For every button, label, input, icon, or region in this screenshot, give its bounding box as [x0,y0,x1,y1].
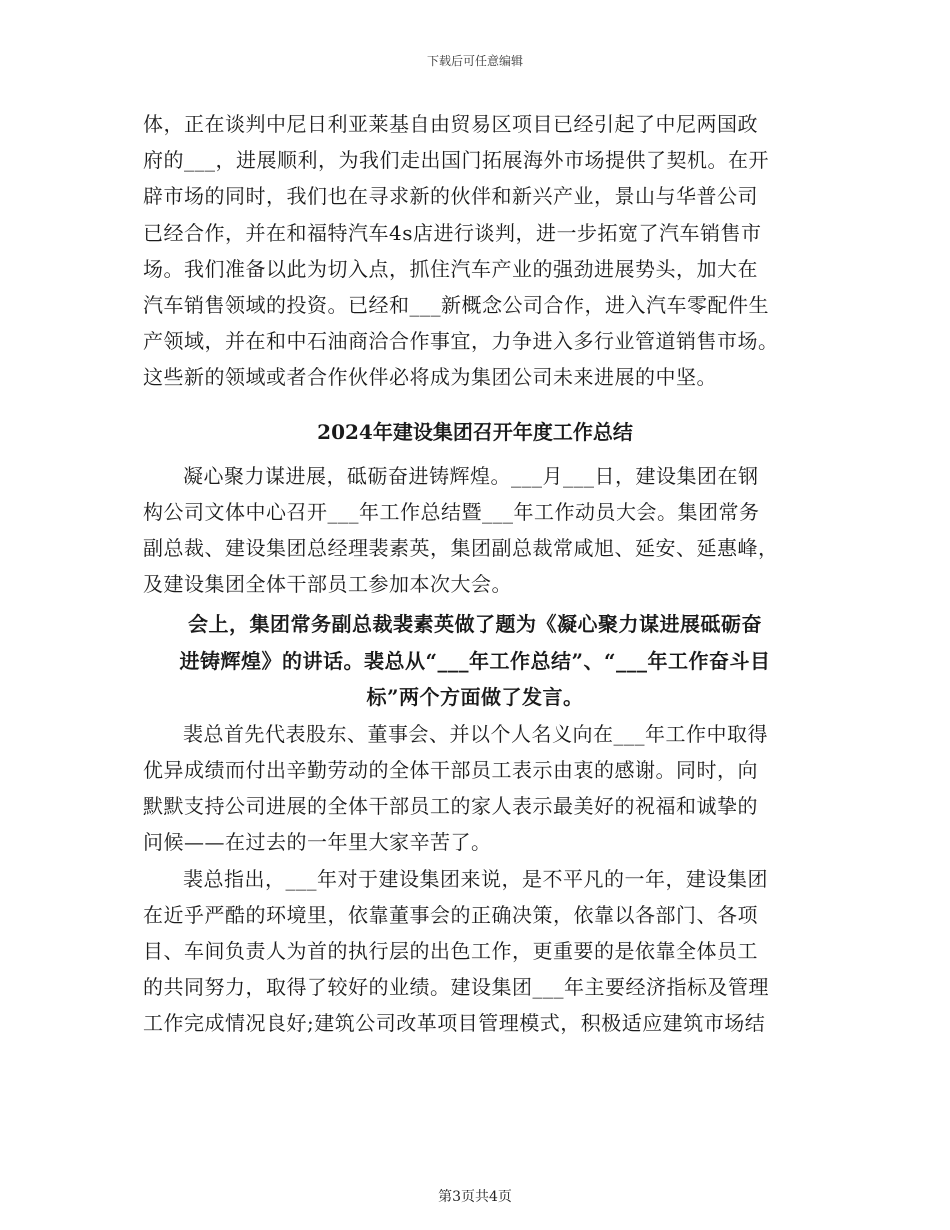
text-line: 及建设集团全体干部员工参加本次大会。 [143,572,512,597]
text-line: 体，正在谈判中尼日利亚莱基自由贸易区项目已经引起了中尼两国政 [143,112,758,136]
text-line: 默默支持公司进展的全体干部员工的家人表示最美好的祝福和诚挚的 [143,794,758,819]
text-line: 这些新的领域或者合作伙伴必将成为集团公司未来进展的中坚。 [143,365,717,390]
text-line: 已经合作，并在和福特汽车4s店进行谈判，进一步拓宽了汽车销售市 [143,220,762,245]
text-line: 辟市场的同时，我们也在寻求新的伙伴和新兴产业，景山与华普公司 [143,184,758,209]
text-line: 工作完成情况良好;建筑公司改革项目管理模式，积极适应建筑市场结 [143,1011,766,1036]
bold-text-line: 标”两个方面做了发言。 [366,685,584,710]
section-title: 2024年建设集团召开年度工作总结 [317,419,633,444]
text-line: 构公司文体中心召开___年工作总结暨___年工作动员大会。集团常务 [143,499,760,524]
text-line: 场。我们准备以此为切入点，抓住汽车产业的强劲进展势头，加大在 [143,256,758,281]
page-footer: 第3页共4页 [438,1189,512,1205]
page-header: 下载后可任意编辑 [426,54,523,68]
text-line: 在近乎严酷的环境里，依靠董事会的正确决策，依靠以各部门、各项 [143,902,758,927]
text-line: 裴总指出，___年对于建设集团来说，是不平凡的一年，建设集团 [183,866,768,891]
bold-text-line: 进铸辉煌》的讲话。裴总从“___年工作总结”、“___年工作奋斗目 [179,648,771,673]
text-line: 汽车销售领域的投资。已经和___新概念公司合作，进入汽车零配件生 [143,292,769,317]
paragraph-thanks [143,716,807,861]
intro-paragraph [143,106,807,396]
text-line: 产领域，并在和中石油商洽合作事宜，力争进入多行业管道销售市场。 [143,329,779,354]
paragraph-meeting-intro [143,458,807,603]
bold-text-line: 会上，集团常务副总裁裴素英做了题为《凝心聚力谋进展砥砺奋 [188,612,762,637]
text-line: 府的___，进展顺利，为我们走出国门拓展海外市场提供了契机。在开 [143,148,769,173]
text-line: 优异成绩而付出辛勤劳动的全体干部员工表示由衷的感谢。同时，向 [143,757,758,782]
text-line: 凝心聚力谋进展，砥砺奋进铸辉煌。___月___日，建设集团在钢 [183,463,759,488]
paragraph-review [143,861,807,1042]
document-body [143,106,807,1041]
text-line: 副总裁、建设集团总经理裴素英，集团副总裁常咸旭、延安、延惠峰， [143,535,779,560]
text-line: 的共同努力，取得了较好的业绩。建设集团___年主要经济指标及管理 [143,975,769,1000]
text-line: 裴总首先代表股东、董事会、并以个人名义向在___年工作中取得 [183,721,768,746]
bold-paragraph-speech [143,606,807,716]
text-line: 目、车间负责人为首的执行层的出色工作，更重要的是依靠全体员工 [143,938,758,963]
text-line: 问候——在过去的一年里大家辛苦了。 [143,830,492,855]
